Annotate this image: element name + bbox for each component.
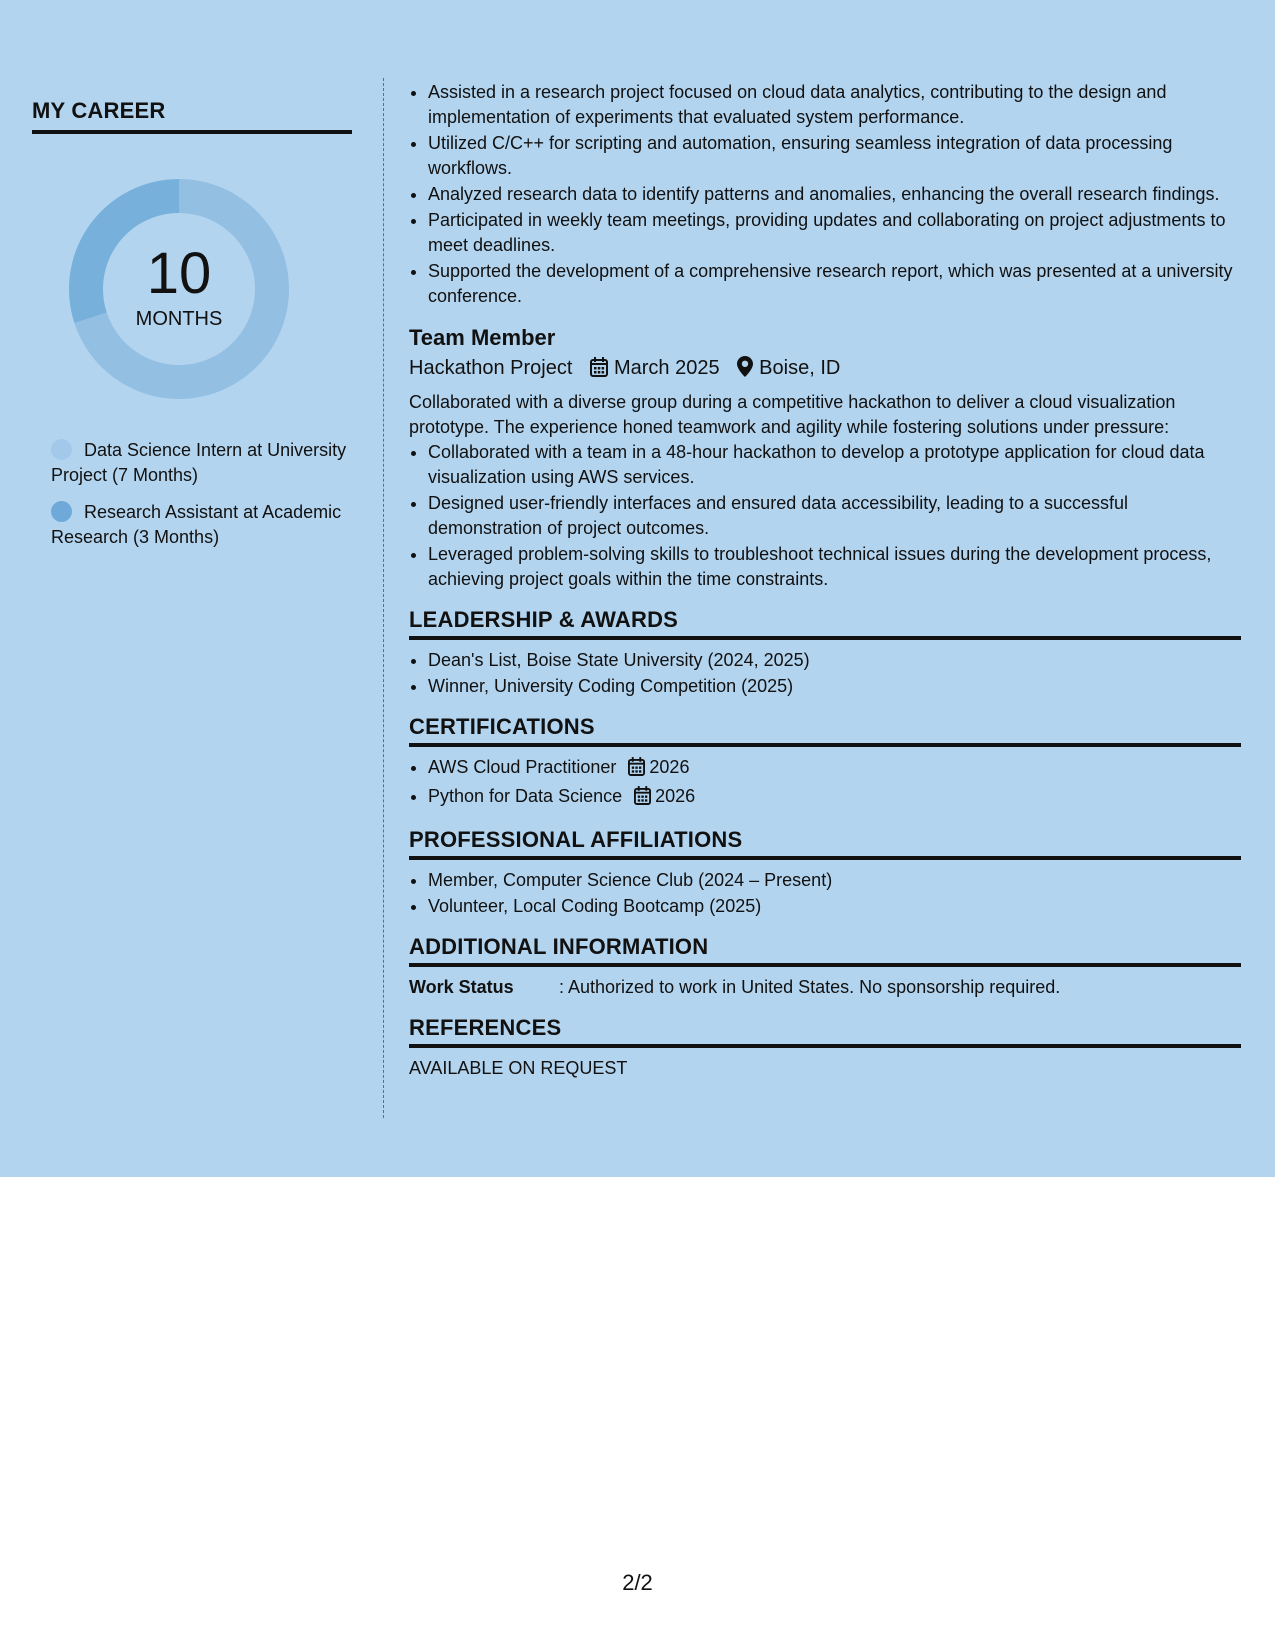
- career-sidebar: [32, 96, 352, 547]
- list-item: • Collaborated with a team in a 48-hour hackathon to develop a prototype application for cloud data visualization using AWS services.: [428, 440, 1241, 490]
- list-item: • Leveraged problem-solving skills to troubleshoot technical issues during the development process, achieving project goals within the time constraints.: [428, 542, 1241, 592]
- legend-item: [51, 500, 351, 550]
- legend-label: Research Assistant at Academic Research (3 Months): [51, 502, 342, 547]
- career-legend: [51, 438, 351, 562]
- list-item: • Designed user-friendly interfaces and ensured data accessibility, leading to a successful demonstration of project outcomes.: [428, 491, 1241, 541]
- job-summary: Collaborated with a diverse group during a competitive hackathon to deliver a cloud visualization prototype. The experience honed teamwork and agility while fostering solutions under pressure:: [409, 392, 1176, 437]
- list-item: • Winner, University Coding Competition (2025): [428, 674, 1241, 699]
- references-heading: REFERENCES: [409, 1014, 1241, 1048]
- list-item: • Utilized C/C++ for scripting and automation, ensuring seamless integration of data processing workflows.: [428, 131, 1241, 181]
- work-status-row: [409, 975, 1241, 1000]
- work-status-value: : Authorized to work in United States. No sponsorship required.: [559, 977, 1061, 997]
- legend-label: Data Science Intern at University Project (7 Months): [51, 440, 347, 485]
- career-donut-chart: [66, 176, 292, 402]
- list-item: • Supported the development of a comprehensive research report, which was presented at a university conference.: [428, 259, 1241, 309]
- list-item: [428, 784, 1241, 812]
- leadership-list: [409, 648, 1241, 699]
- certifications-heading: CERTIFICATIONS: [409, 713, 1241, 747]
- legend-item: [51, 438, 351, 488]
- work-status-label: Work Status: [409, 977, 514, 997]
- job-project: Hackathon Project: [409, 357, 573, 379]
- team-bullets: [409, 440, 1241, 592]
- list-item: • Analyzed research data to identify patterns and anomalies, enhancing the overall research findings.: [428, 182, 1241, 207]
- list-item: • Volunteer, Local Coding Bootcamp (2025): [428, 894, 1241, 919]
- list-item: • Assisted in a research project focused on cloud data analytics, contributing to the design and implementation of experiments that evaluated system performance.: [428, 80, 1241, 130]
- location-pin-icon: [737, 356, 753, 386]
- cert-year: 2026: [649, 757, 690, 777]
- job-meta: [409, 353, 1241, 386]
- calendar-icon: [634, 786, 651, 812]
- leadership-heading: LEADERSHIP & AWARDS: [409, 606, 1241, 640]
- affiliations-heading: PROFESSIONAL AFFILIATIONS: [409, 826, 1241, 860]
- column-divider: [383, 78, 384, 1118]
- certifications-list: [409, 755, 1241, 812]
- main-content: [409, 80, 1241, 1081]
- calendar-icon: [628, 757, 645, 783]
- career-months-unit: MONTHS: [135, 308, 223, 330]
- list-item: [428, 755, 1241, 783]
- cert-name: AWS Cloud Practitioner: [428, 757, 617, 777]
- references-text: AVAILABLE ON REQUEST: [409, 1058, 628, 1078]
- career-months-number: 10: [146, 241, 212, 306]
- legend-dot: [51, 501, 72, 522]
- job-title: Team Member: [409, 325, 556, 350]
- calendar-icon: [590, 356, 608, 386]
- page-number: 2/2: [622, 1570, 653, 1595]
- job-date: March 2025: [613, 357, 720, 379]
- cert-name: Python for Data Science: [428, 786, 623, 806]
- additional-info-heading: ADDITIONAL INFORMATION: [409, 933, 1241, 967]
- legend-dot: [51, 439, 72, 460]
- list-item: • Member, Computer Science Club (2024 – Present): [428, 868, 1241, 893]
- affiliations-list: [409, 868, 1241, 919]
- list-item: • Dean's List, Boise State University (2024, 2025): [428, 648, 1241, 673]
- list-item: • Participated in weekly team meetings, providing updates and collaborating on project adjustments to meet deadlines.: [428, 208, 1241, 258]
- cert-year: 2026: [655, 786, 696, 806]
- career-heading: MY CAREER: [32, 96, 352, 134]
- job-location: Boise, ID: [759, 357, 841, 379]
- experience-bullets: [409, 80, 1241, 309]
